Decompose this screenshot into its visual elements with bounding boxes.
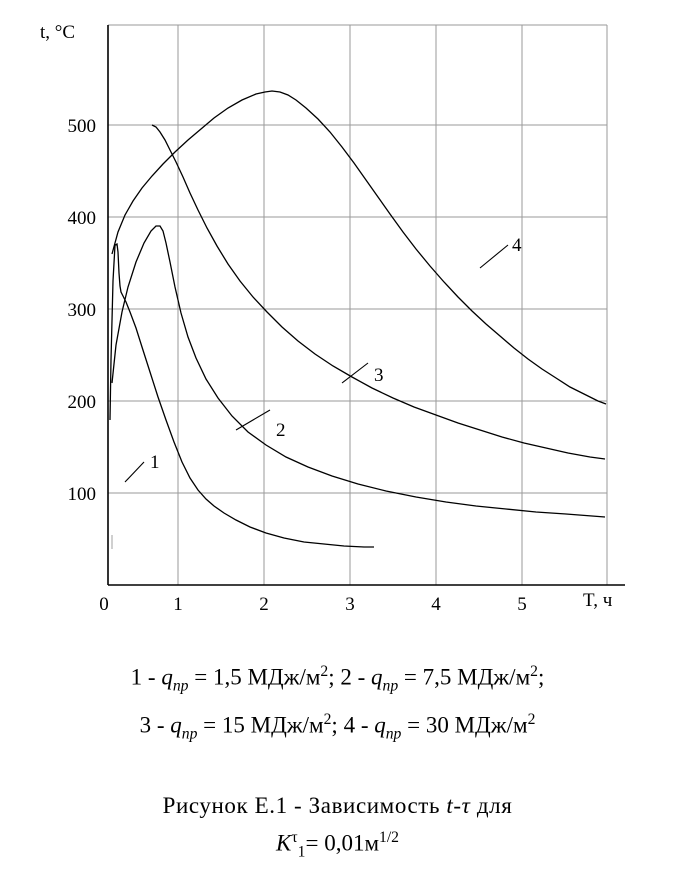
legend-item-1-subscript: пр (172, 677, 189, 695)
legend-item-2-prefix: 2 - (340, 664, 372, 690)
figure-caption-k-unit-exponent: 1/2 (379, 828, 399, 846)
y-tick-label: 500 (67, 116, 96, 137)
grid-lines (108, 25, 607, 585)
curve-4 (112, 91, 606, 404)
legend-item-3-value: = 15 МДж/м (197, 712, 324, 738)
legend-item-4-superscript: 2 (527, 711, 536, 729)
x-tick-label: 3 (345, 594, 355, 615)
figure-caption-k-subscript: 1 (297, 842, 306, 860)
x-axis-ticks (99, 594, 527, 615)
legend-line-1 (0, 655, 675, 703)
legend-item-1-prefix: 1 - (130, 664, 162, 690)
figure-caption-line-1 (0, 790, 675, 822)
curve-label-1: 1 (150, 452, 160, 473)
legend-item-3-superscript: 2 (323, 711, 332, 729)
figure-caption-italic-t: t (446, 792, 454, 818)
curve-label-4: 4 (512, 235, 522, 256)
x-tick-label: 1 (173, 594, 183, 615)
legend-line-2 (0, 703, 675, 751)
y-tick-label: 400 (67, 208, 96, 229)
legend-separator-1: ; (328, 664, 341, 690)
figure-caption-suffix: для (470, 792, 513, 818)
legend-item-4-value: = 30 МДж/м (401, 712, 528, 738)
x-tick-label: 5 (517, 594, 527, 615)
legend-item-2-superscript: 2 (530, 663, 538, 680)
legend-item-3-symbol: q (170, 712, 182, 738)
figure-caption-line-2 (0, 822, 675, 868)
curve-1 (110, 244, 374, 547)
figure-caption-dash: - (453, 792, 462, 818)
curve-3 (152, 125, 605, 459)
y-axis-ticks (68, 116, 97, 505)
legend-item-1-symbol: q (161, 664, 173, 690)
figure-caption-prefix: Рисунок Е.1 - Зависимость (162, 792, 447, 818)
legend-item-2-end: ; (537, 664, 545, 690)
figure-caption-k-value: = 0,01м (305, 830, 379, 856)
y-tick-label: 200 (67, 392, 96, 413)
legend-item-2-symbol: q (371, 664, 383, 690)
legend-item-4-symbol: q (374, 712, 386, 738)
legend-item-4-prefix: 4 - (343, 712, 375, 738)
curve-label-2: 2 (276, 420, 286, 441)
curve-leader-lines (125, 245, 508, 482)
legend-item-2-value: = 7,5 МДж/м (398, 664, 531, 690)
curves (110, 91, 606, 547)
legend-item-1-superscript: 2 (320, 663, 329, 680)
legend-item-3-prefix: 3 - (139, 712, 171, 738)
x-tick-label: 4 (431, 594, 441, 615)
y-tick-label: 100 (67, 484, 96, 505)
legend-item-3-subscript: пр (181, 725, 198, 743)
curve-labels (150, 235, 522, 473)
figure-caption-k-superscript: τ (291, 828, 298, 846)
legend-item-4-subscript: пр (385, 725, 402, 743)
x-axis-title: T, ч (583, 590, 613, 611)
figure-caption-k-symbol: K (276, 830, 292, 856)
figure-caption-italic-tau: τ (461, 792, 471, 818)
curve-2 (112, 226, 605, 517)
x-tick-label-origin: 0 (99, 594, 109, 615)
y-axis-title: t, °C (40, 22, 76, 43)
y-tick-label: 300 (67, 300, 96, 321)
axis-lines (108, 25, 625, 585)
legend-separator-2: ; (331, 712, 344, 738)
legend-item-1-value: = 1,5 МДж/м (188, 664, 321, 690)
curve-label-3: 3 (374, 365, 384, 386)
caption-block (0, 655, 675, 868)
figure-caption (0, 790, 675, 868)
x-tick-label: 2 (259, 594, 269, 615)
legend-item-2-subscript: пр (382, 677, 399, 695)
